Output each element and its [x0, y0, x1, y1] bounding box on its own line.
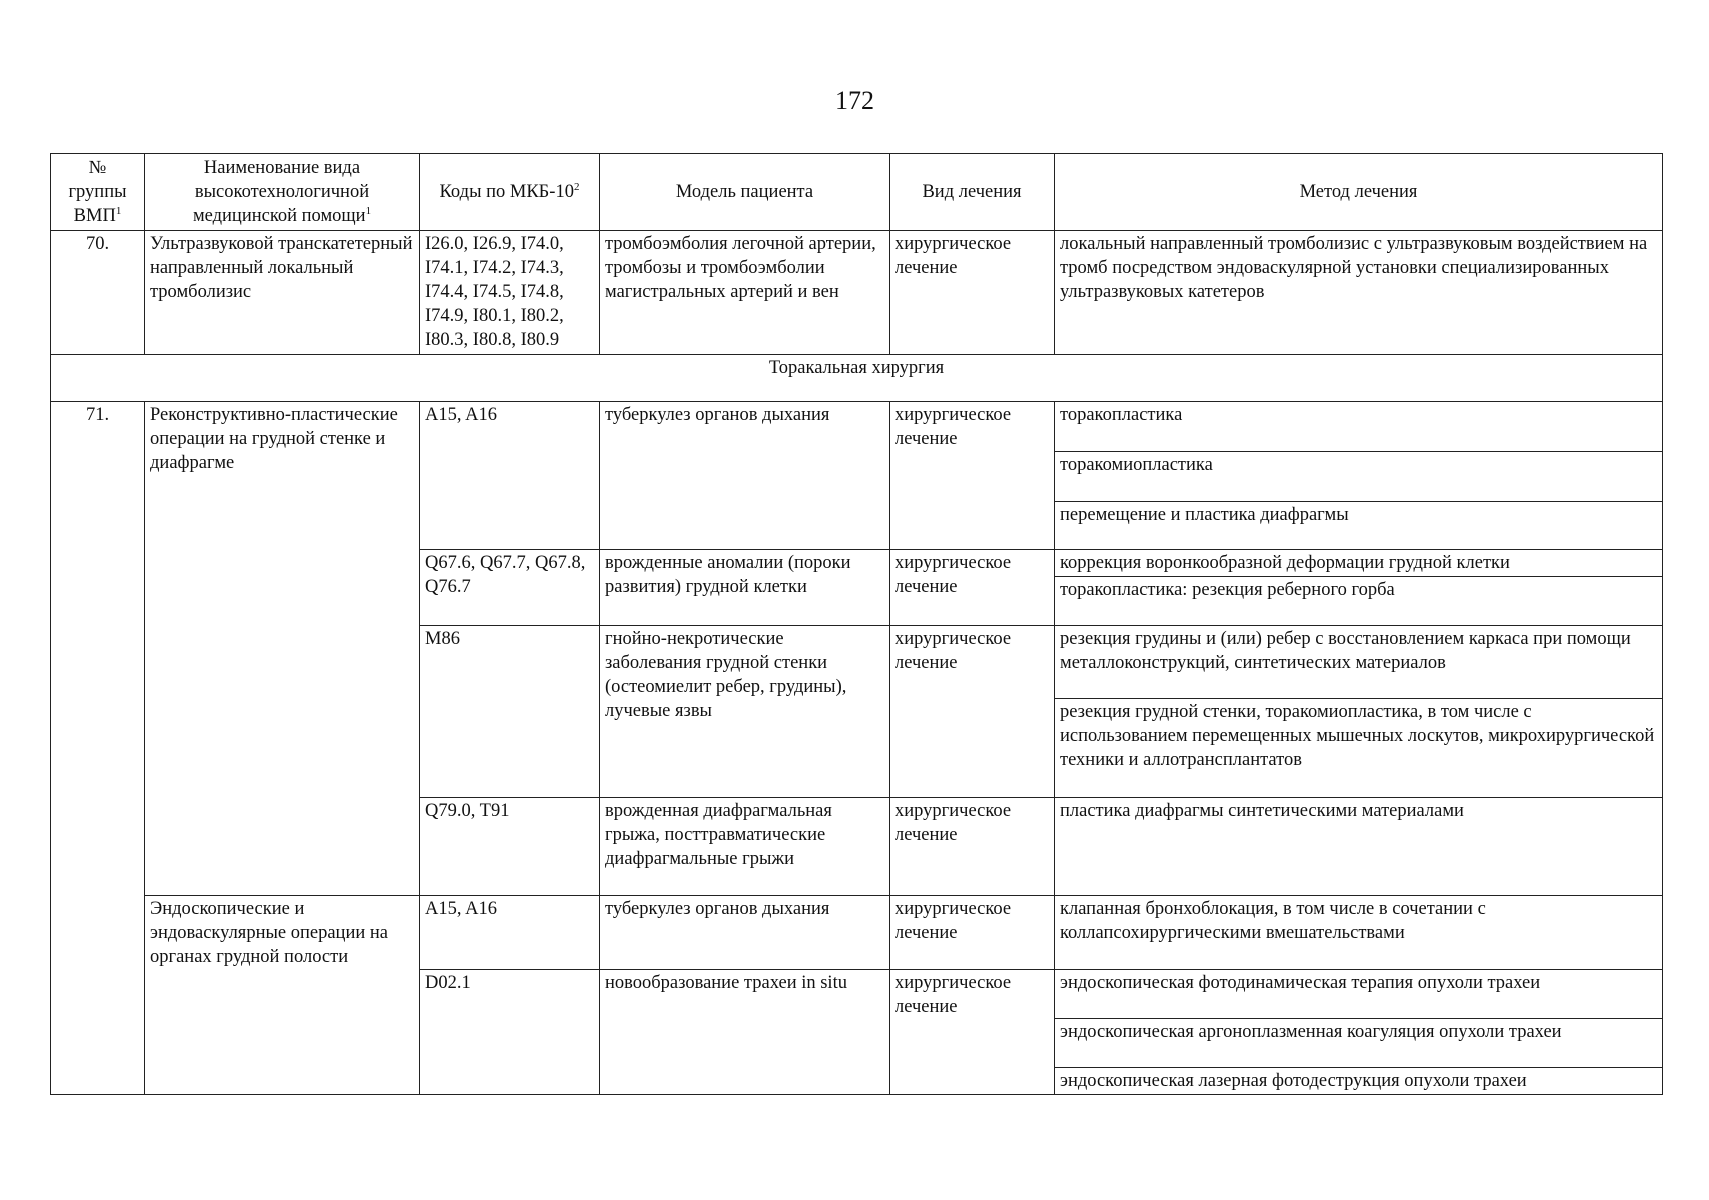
header-codes: Коды по МКБ-$10^2$	[420, 154, 600, 231]
header-method: Метод лечения	[1055, 154, 1663, 231]
methods-cell	[1055, 970, 1663, 1095]
type-cell: хирургическое лечение	[890, 798, 1055, 896]
section-title: Торакальная хирургия	[51, 355, 1663, 402]
codes-cell: A15, A16	[420, 402, 600, 550]
method-item: эндоскопическая лазерная фотодеструкция опухоли трахеи	[1055, 1067, 1662, 1094]
model-cell: туберкулез органов дыхания	[600, 402, 890, 550]
type-cell: хирургическое лечение	[890, 626, 1055, 798]
row71-name-b: Эндоскопические и эндоваскулярные операции на органах грудной полости	[145, 896, 420, 1095]
method-item: торакопластика: резекция реберного горба	[1055, 576, 1662, 625]
methods-cell	[1055, 550, 1663, 626]
model-cell: туберкулез органов дыхания	[600, 896, 890, 970]
vmp-table	[50, 153, 1663, 1095]
row70-num: 70.	[51, 231, 145, 355]
table-row	[51, 402, 1663, 550]
header-row	[51, 154, 1663, 231]
row71-num: 71.	[51, 402, 145, 1095]
row70-model: тромбоэмболия легочной артерии, тромбозы и тромбоэмболии магистральных артерий и вен	[600, 231, 890, 355]
type-cell: хирургическое лечение	[890, 896, 1055, 970]
model-cell: гнойно-некротические заболевания грудной стенки (остеомиелит ребер, грудины), лучевые язвы	[600, 626, 890, 798]
method-item: перемещение и пластика диафрагмы	[1055, 501, 1662, 548]
codes-cell: M86	[420, 626, 600, 798]
table-row-70	[51, 231, 1663, 355]
codes-cell: A15, A16	[420, 896, 600, 970]
row70-method: локальный направленный тромболизис с ультразвуковым воздействием на тромб посредством эндоваскулярной установки специализированных ультразвуковых катетеров	[1055, 231, 1663, 355]
header-treatment-type: Вид лечения	[890, 154, 1055, 231]
method-item: пластика диафрагмы синтетическими материалами	[1055, 798, 1663, 896]
method-item: торакопластика	[1060, 405, 1183, 425]
header-group-no: № группы ВМП$^1$	[51, 154, 145, 231]
method-item: резекция грудины и (или) ребер с восстановлением каркаса при помощи металлоконструкций, синтетических материалов	[1060, 629, 1631, 673]
codes-cell: Q79.0, T91	[420, 798, 600, 896]
method-item: торакомиопластика	[1055, 451, 1662, 501]
method-item: коррекция воронкообразной деформации грудной клетки	[1060, 553, 1510, 573]
type-cell: хирургическое лечение	[890, 550, 1055, 626]
model-cell: врожденные аномалии (пороки развития) грудной клетки	[600, 550, 890, 626]
methods-cell	[1055, 402, 1663, 550]
method-item: клапанная бронхоблокация, в том числе в сочетании с коллапсохирургическими вмешательствами	[1055, 896, 1663, 970]
model-cell: новообразование трахеи in situ	[600, 970, 890, 1095]
codes-cell: Q67.6, Q67.7, Q67.8, Q76.7	[420, 550, 600, 626]
type-cell: хирургическое лечение	[890, 402, 1055, 550]
row70-codes: I26.0, I26.9, I74.0, I74.1, I74.2, I74.3, I74.4, I74.5, I74.8, I74.9, I80.1, I80.2, I80.3, I80.8, I80.9	[420, 231, 600, 355]
table-row	[51, 896, 1663, 970]
section-row	[51, 355, 1663, 402]
model-cell: врожденная диафрагмальная грыжа, посттравматические диафрагмальные грыжи	[600, 798, 890, 896]
method-item: эндоскопическая аргоноплазменная коагуляция опухоли трахеи	[1055, 1018, 1662, 1067]
row71-name-a: Реконструктивно-пластические операции на грудной стенке и диафрагме	[145, 402, 420, 896]
row70-type: хирургическое лечение	[890, 231, 1055, 355]
page-number: 172	[835, 86, 874, 115]
header-name: Наименование вида высокотехнологичной медицинской помощи$^1$	[145, 154, 420, 231]
type-cell: хирургическое лечение	[890, 970, 1055, 1095]
codes-cell: D02.1	[420, 970, 600, 1095]
methods-cell	[1055, 626, 1663, 798]
header-patient-model: Модель пациента	[600, 154, 890, 231]
row70-name: Ультразвуковой транскатетерный направленный локальный тромболизис	[145, 231, 420, 355]
method-item: эндоскопическая фотодинамическая терапия опухоли трахеи	[1060, 973, 1541, 993]
method-item: резекция грудной стенки, торакомиопластика, в том числе с использованием перемещенных мышечных лоскутов, микрохирургической техники и аллотрансплантатов	[1055, 698, 1662, 797]
